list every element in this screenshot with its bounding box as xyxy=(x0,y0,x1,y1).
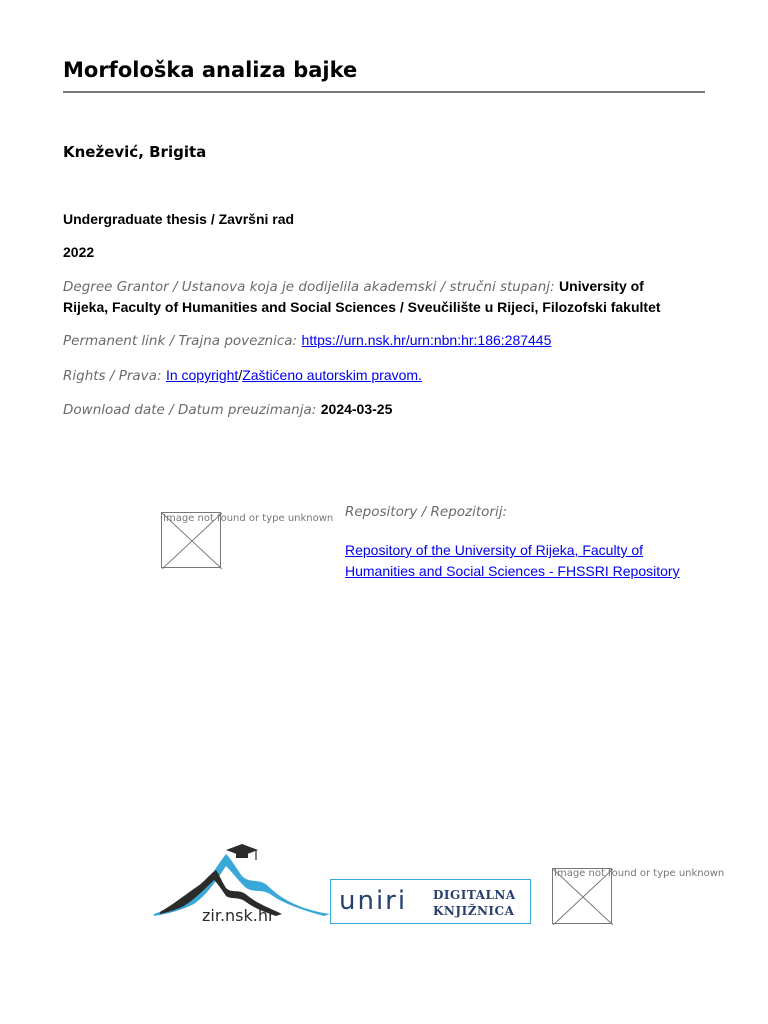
title-divider xyxy=(63,91,705,93)
repository-label: Repository / Repozitorij: xyxy=(345,504,508,520)
rights-label: Rights / Prava: xyxy=(63,368,162,384)
rights-row xyxy=(63,365,422,387)
degree-grantor-value-part1: University of xyxy=(559,278,644,294)
degree-grantor-line1 xyxy=(63,276,644,298)
publication-year: 2022 xyxy=(63,244,95,260)
uniri-wordmark: uniri xyxy=(339,886,408,916)
repository-link[interactable] xyxy=(345,540,685,582)
download-date-value: 2024-03-25 xyxy=(320,401,393,417)
download-date-label: Download date / Datum preuzimanja: xyxy=(63,402,317,418)
knjiznica-text: KNJIŽNICA xyxy=(433,904,515,918)
zir-logo[interactable] xyxy=(152,838,332,932)
thesis-type: Undergraduate thesis / Završni rad xyxy=(63,211,295,227)
permanent-link-row xyxy=(63,330,551,352)
permanent-link-label: Permanent link / Trajna poveznica: xyxy=(63,333,298,349)
repository-link-line1[interactable]: Repository of the University of Rijeka, Faculty of xyxy=(345,542,644,558)
zir-logo-text: zir.nsk.hr xyxy=(202,906,275,925)
degree-grantor-label: Degree Grantor / Ustanova koja je dodijelila akademski / stručni stupanj: xyxy=(63,279,555,295)
document-title: Morfološka analiza bajke xyxy=(63,58,358,82)
download-date-row xyxy=(63,399,392,421)
uniri-digitalna-knjiznica-logo[interactable] xyxy=(330,879,531,924)
author-name: Knežević, Brigita xyxy=(63,143,207,161)
permanent-link-url[interactable]: https://urn.nsk.hr/urn:nbn:hr:186:287445 xyxy=(301,332,552,348)
degree-grantor-line2 xyxy=(63,297,661,319)
missing-image-text: Image not found or type unknown xyxy=(163,513,334,524)
rights-link-zasticeno[interactable]: Zaštićeno autorskim pravom. xyxy=(242,367,422,383)
rights-link-in-copyright[interactable]: In copyright xyxy=(165,367,239,383)
rights-separator: / xyxy=(238,367,243,383)
missing-image-text-footer: Image not found or type unknown xyxy=(554,868,725,879)
repository-link-line2[interactable]: Humanities and Social Sciences - FHSSRI Repository xyxy=(345,563,680,579)
degree-grantor-value-part2: Rijeka, Faculty of Humanities and Social Sciences / Sveučilište u Rijeci, Filozofski fakultet xyxy=(63,299,661,315)
digitalna-text: DIGITALNA xyxy=(433,888,516,902)
